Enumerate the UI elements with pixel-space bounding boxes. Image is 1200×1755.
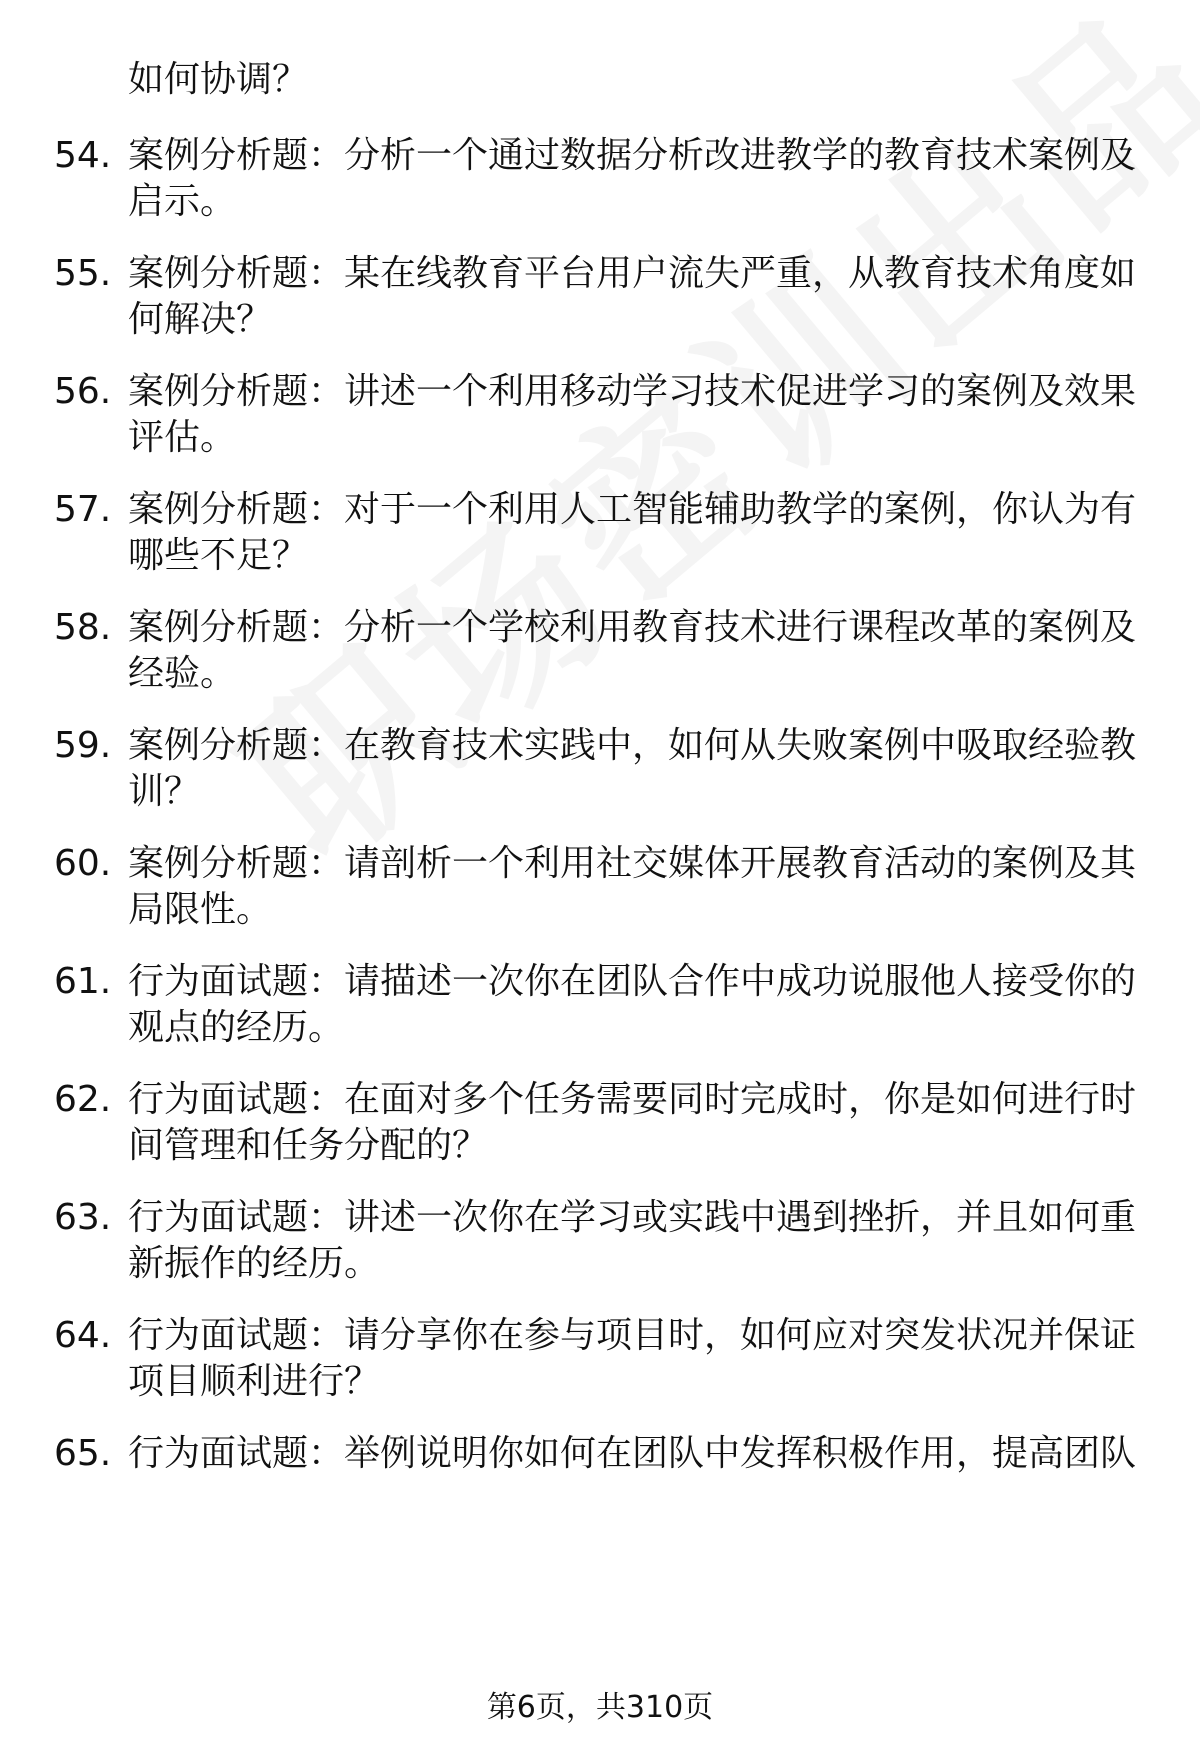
question-text-line2: 项目顺利进行？	[128, 1361, 381, 1402]
question-number: 61.	[54, 961, 112, 1002]
question-number: 60.	[54, 843, 112, 884]
question-text-line2: 经验。	[128, 653, 237, 694]
question-text-line1: 案例分析题：某在线教育平台用户流失严重，从教育技术角度如	[128, 253, 1137, 294]
question-text-line1: 案例分析题：分析一个通过数据分析改进教学的教育技术案例及	[128, 135, 1137, 176]
question-text-line2: 观点的经历。	[128, 1007, 345, 1048]
question-number: 59.	[54, 725, 112, 766]
question-number: 62.	[54, 1079, 112, 1120]
question-text-line1: 行为面试题：请描述一次你在团队合作中成功说服他人接受你的	[128, 961, 1137, 1002]
question-number: 58.	[54, 607, 112, 648]
question-text-line2: 启示。	[128, 181, 237, 222]
question-number: 64.	[54, 1315, 112, 1356]
question-text-line2: 哪些不足？	[128, 535, 309, 576]
question-text-line1: 案例分析题：对于一个利用人工智能辅助教学的案例，你认为有	[128, 489, 1137, 530]
question-text-line2: 新振作的经历。	[128, 1243, 381, 1284]
question-text-line1: 行为面试题：在面对多个任务需要同时完成时，你是如何进行时	[128, 1079, 1137, 1120]
question-number: 63.	[54, 1197, 112, 1238]
question-number: 57.	[54, 489, 112, 530]
question-number: 54.	[54, 135, 112, 176]
question-text-line2: 训？	[128, 771, 201, 812]
question-number: 56.	[54, 371, 112, 412]
question-text-line2: 局限性。	[128, 889, 273, 930]
question-text-line1: 行为面试题：举例说明你如何在团队中发挥积极作用，提高团队	[128, 1433, 1137, 1474]
question-text-line2: 评估。	[128, 417, 237, 458]
page-footer: 第6页，共310页	[486, 1690, 714, 1725]
question-text-line1: 案例分析题：分析一个学校利用教育技术进行课程改革的案例及	[128, 607, 1137, 648]
question-text-line2: 何解决？	[128, 299, 273, 340]
question-number: 65.	[54, 1433, 112, 1474]
question-text-line1: 案例分析题：在教育技术实践中，如何从失败案例中吸取经验教	[128, 725, 1137, 766]
question-text-line1: 案例分析题：请剖析一个利用社交媒体开展教育活动的案例及其	[128, 843, 1137, 884]
question-number: 55.	[54, 253, 112, 294]
question-text-line1: 案例分析题：讲述一个利用移动学习技术促进学习的案例及效果	[128, 371, 1137, 412]
question-text-line1: 行为面试题：请分享你在参与项目时，如何应对突发状况并保证	[128, 1315, 1137, 1356]
question-text-line1: 行为面试题：讲述一次你在学习或实践中遇到挫折，并且如何重	[128, 1197, 1137, 1238]
question-text-line2: 间管理和任务分配的？	[128, 1125, 489, 1166]
continuation-text: 如何协调？	[128, 59, 309, 100]
